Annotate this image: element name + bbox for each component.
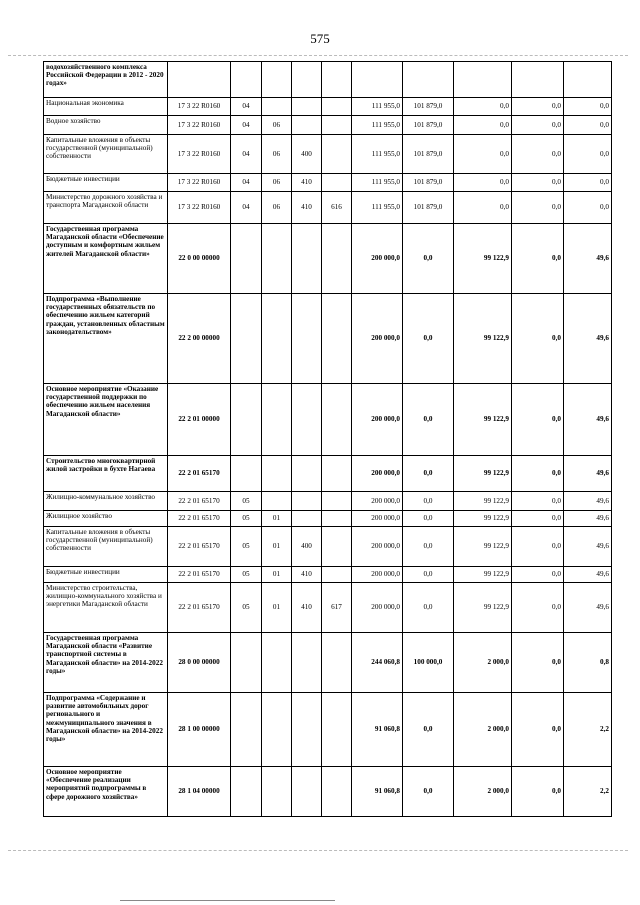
table-row: [44, 174, 612, 192]
cell-percent: 49,6: [564, 583, 612, 633]
cell-administrator: [322, 174, 352, 192]
cell-subsection: 01: [262, 511, 292, 527]
cell-executed: 99 122,9: [454, 583, 512, 633]
cell-federal: 100 000,0: [403, 633, 454, 693]
cell-administrator: [322, 767, 352, 817]
cell-federal: 101 879,0: [403, 116, 454, 135]
cell-code: 28 0 00 00000: [168, 633, 231, 693]
cell-section: 04: [231, 135, 262, 174]
budget-table: [43, 61, 612, 817]
cell-executed-federal: 0,0: [512, 633, 564, 693]
cell-administrator: [322, 693, 352, 767]
cell-executed-federal: 0,0: [512, 492, 564, 511]
cell-percent: [564, 62, 612, 98]
cell-federal: 0,0: [403, 511, 454, 527]
cell-percent: 0,0: [564, 116, 612, 135]
cell-executed-federal: 0,0: [512, 767, 564, 817]
table-row: [44, 456, 612, 492]
cell-code: 22 2 01 65170: [168, 527, 231, 567]
cell-expense-type: 400: [292, 527, 322, 567]
cell-approved: 111 955,0: [352, 135, 403, 174]
table-row: [44, 567, 612, 583]
cell-administrator: [322, 492, 352, 511]
cell-percent: 49,6: [564, 456, 612, 492]
cell-executed: 99 122,9: [454, 224, 512, 294]
cell-section: [231, 633, 262, 693]
cell-subsection: 06: [262, 174, 292, 192]
cell-code: 17 3 22 R0160: [168, 98, 231, 116]
cell-expense-type: 410: [292, 192, 322, 224]
cell-approved: 200 000,0: [352, 294, 403, 384]
cell-name: Основное мероприятие «Обеспечение реализации мероприятий подпрограммы в сфере дорожного хозяйства»: [44, 767, 168, 817]
cell-federal: 0,0: [403, 527, 454, 567]
top-divider: [8, 55, 628, 56]
cell-approved: [352, 62, 403, 98]
cell-expense-type: [292, 224, 322, 294]
table-row: [44, 384, 612, 456]
cell-percent: 0,8: [564, 633, 612, 693]
cell-executed-federal: 0,0: [512, 583, 564, 633]
cell-name: Капитальные вложения в объекты государственной (муниципальной) собственности: [44, 527, 168, 567]
cell-section: [231, 693, 262, 767]
cell-executed: 0,0: [454, 98, 512, 116]
table-row: [44, 116, 612, 135]
cell-code: 22 2 01 65170: [168, 511, 231, 527]
cell-expense-type: [292, 633, 322, 693]
cell-executed-federal: 0,0: [512, 174, 564, 192]
cell-approved: 200 000,0: [352, 224, 403, 294]
cell-subsection: [262, 633, 292, 693]
cell-section: 04: [231, 116, 262, 135]
table-row: [44, 98, 612, 116]
cell-administrator: [322, 567, 352, 583]
cell-name: Государственная программа Магаданской области «Развитие транспортной системы в Магаданской области» на 2014-2022 годы»: [44, 633, 168, 693]
cell-federal: 0,0: [403, 693, 454, 767]
cell-approved: 244 060,8: [352, 633, 403, 693]
cell-code: 22 2 01 65170: [168, 567, 231, 583]
cell-subsection: 01: [262, 583, 292, 633]
cell-approved: 111 955,0: [352, 116, 403, 135]
cell-section: 05: [231, 527, 262, 567]
cell-federal: 101 879,0: [403, 135, 454, 174]
cell-code: 17 3 22 R0160: [168, 174, 231, 192]
cell-executed: 2 000,0: [454, 767, 512, 817]
cell-percent: 49,6: [564, 527, 612, 567]
cell-code: 28 1 04 00000: [168, 767, 231, 817]
cell-section: 04: [231, 192, 262, 224]
cell-administrator: [322, 384, 352, 456]
cell-percent: 49,6: [564, 224, 612, 294]
cell-federal: 101 879,0: [403, 192, 454, 224]
cell-approved: 200 000,0: [352, 511, 403, 527]
cell-administrator: [322, 62, 352, 98]
cell-subsection: 06: [262, 116, 292, 135]
cell-executed-federal: 0,0: [512, 384, 564, 456]
cell-percent: 2,2: [564, 693, 612, 767]
cell-percent: 49,6: [564, 511, 612, 527]
table-row: [44, 224, 612, 294]
table-row: [44, 767, 612, 817]
cell-administrator: 616: [322, 192, 352, 224]
cell-section: 04: [231, 174, 262, 192]
cell-administrator: [322, 456, 352, 492]
cell-administrator: [322, 511, 352, 527]
page-number: 575: [310, 31, 330, 46]
cell-subsection: [262, 98, 292, 116]
cell-code: 17 3 22 R0160: [168, 116, 231, 135]
cell-executed: 0,0: [454, 116, 512, 135]
table-row: [44, 583, 612, 633]
cell-expense-type: [292, 693, 322, 767]
cell-name: Водное хозяйство: [44, 116, 168, 135]
cell-approved: 200 000,0: [352, 492, 403, 511]
cell-administrator: [322, 116, 352, 135]
cell-approved: 200 000,0: [352, 567, 403, 583]
cell-executed-federal: 0,0: [512, 135, 564, 174]
cell-name: Капитальные вложения в объекты государственной (муниципальной) собственности: [44, 135, 168, 174]
cell-section: 05: [231, 567, 262, 583]
table-row: [44, 135, 612, 174]
cell-name: Бюджетные инвестиции: [44, 567, 168, 583]
cell-percent: 0,0: [564, 135, 612, 174]
cell-name: Основное мероприятие «Оказание государственной поддержки по обеспечению жильем населения Магаданской области»: [44, 384, 168, 456]
cell-federal: 0,0: [403, 294, 454, 384]
cell-federal: 101 879,0: [403, 174, 454, 192]
cell-approved: 200 000,0: [352, 583, 403, 633]
cell-federal: [403, 62, 454, 98]
cell-expense-type: [292, 384, 322, 456]
cell-administrator: [322, 135, 352, 174]
cell-percent: 0,0: [564, 174, 612, 192]
cell-percent: 0,0: [564, 98, 612, 116]
cell-approved: 91 060,8: [352, 693, 403, 767]
cell-subsection: 06: [262, 135, 292, 174]
cell-subsection: 06: [262, 192, 292, 224]
cell-section: 05: [231, 492, 262, 511]
cell-code: 22 2 00 00000: [168, 294, 231, 384]
cell-subsection: [262, 693, 292, 767]
cell-federal: 0,0: [403, 567, 454, 583]
cell-executed: 2 000,0: [454, 633, 512, 693]
cell-name: Министерство строительства, жилищно-коммунального хозяйства и энергетики Магаданской области: [44, 583, 168, 633]
cell-executed-federal: [512, 62, 564, 98]
cell-section: [231, 384, 262, 456]
cell-name: Жилищное хозяйство: [44, 511, 168, 527]
cell-approved: 91 060,8: [352, 767, 403, 817]
cell-code: 28 1 00 00000: [168, 693, 231, 767]
cell-executed: [454, 62, 512, 98]
cell-code: 22 2 01 65170: [168, 492, 231, 511]
cell-name: Бюджетные инвестиции: [44, 174, 168, 192]
cell-federal: 0,0: [403, 384, 454, 456]
cell-federal: 0,0: [403, 583, 454, 633]
cell-subsection: [262, 62, 292, 98]
cell-name: Жилищно-коммунальное хозяйство: [44, 492, 168, 511]
cell-executed: 99 122,9: [454, 384, 512, 456]
cell-percent: 0,0: [564, 192, 612, 224]
cell-administrator: [322, 98, 352, 116]
cell-executed-federal: 0,0: [512, 527, 564, 567]
cell-executed: 99 122,9: [454, 456, 512, 492]
cell-approved: 200 000,0: [352, 456, 403, 492]
cell-name: водохозяйственного комплекса Российской Федерации в 2012 - 2020 годах»: [44, 62, 168, 98]
cell-expense-type: 410: [292, 583, 322, 633]
cell-federal: 0,0: [403, 767, 454, 817]
cell-subsection: 01: [262, 527, 292, 567]
cell-subsection: 01: [262, 567, 292, 583]
cell-code: 22 2 01 65170: [168, 583, 231, 633]
cell-name: Подпрограмма «Выполнение государственных обязательств по обеспечению жильем категорий граждан, установленных областным законодательством»: [44, 294, 168, 384]
table-row: [44, 511, 612, 527]
cell-name: Строительство многоквартирной жилой застройки в бухте Нагаева: [44, 456, 168, 492]
cell-name: Министерство дорожного хозяйства и транспорта Магаданской области: [44, 192, 168, 224]
cell-executed-federal: 0,0: [512, 456, 564, 492]
cell-section: [231, 456, 262, 492]
cell-administrator: [322, 224, 352, 294]
cell-approved: 200 000,0: [352, 384, 403, 456]
budget-table-body: [44, 62, 612, 817]
cell-executed: 99 122,9: [454, 294, 512, 384]
bottom-divider: [8, 850, 628, 851]
cell-administrator: [322, 633, 352, 693]
cell-percent: 49,6: [564, 294, 612, 384]
table-row: [44, 294, 612, 384]
cell-approved: 111 955,0: [352, 98, 403, 116]
cell-expense-type: 410: [292, 174, 322, 192]
cell-administrator: [322, 527, 352, 567]
cell-percent: 2,2: [564, 767, 612, 817]
table-row: [44, 192, 612, 224]
cell-section: [231, 767, 262, 817]
cell-percent: 49,6: [564, 567, 612, 583]
cell-approved: 200 000,0: [352, 527, 403, 567]
cell-executed-federal: 0,0: [512, 98, 564, 116]
cell-executed: 99 122,9: [454, 492, 512, 511]
cell-approved: 111 955,0: [352, 192, 403, 224]
cell-executed: 99 122,9: [454, 567, 512, 583]
cell-expense-type: [292, 98, 322, 116]
cell-expense-type: 410: [292, 567, 322, 583]
cell-expense-type: [292, 116, 322, 135]
cell-code: 22 0 00 00000: [168, 224, 231, 294]
cell-section: [231, 62, 262, 98]
cell-expense-type: [292, 767, 322, 817]
cell-section: 04: [231, 98, 262, 116]
cell-section: 05: [231, 583, 262, 633]
cell-executed-federal: 0,0: [512, 693, 564, 767]
cell-name: Подпрограмма «Содержание и развитие автомобильных дорог регионального и межмуниципального значения в Магаданской области» на 2014-2022 годы»: [44, 693, 168, 767]
cell-code: 17 3 22 R0160: [168, 135, 231, 174]
cell-federal: 101 879,0: [403, 98, 454, 116]
cell-executed-federal: 0,0: [512, 511, 564, 527]
cell-executed-federal: 0,0: [512, 192, 564, 224]
cell-executed: 0,0: [454, 192, 512, 224]
cell-approved: 111 955,0: [352, 174, 403, 192]
cell-expense-type: [292, 294, 322, 384]
cell-executed-federal: 0,0: [512, 294, 564, 384]
cell-code: 22 2 01 00000: [168, 384, 231, 456]
cell-subsection: [262, 492, 292, 511]
cell-federal: 0,0: [403, 224, 454, 294]
table-row: [44, 492, 612, 511]
table-row: [44, 633, 612, 693]
cell-subsection: [262, 456, 292, 492]
cell-expense-type: [292, 456, 322, 492]
cell-subsection: [262, 294, 292, 384]
cell-code: [168, 62, 231, 98]
cell-executed: 99 122,9: [454, 511, 512, 527]
cell-federal: 0,0: [403, 456, 454, 492]
cell-expense-type: [292, 492, 322, 511]
cell-administrator: [322, 294, 352, 384]
cell-executed: 2 000,0: [454, 693, 512, 767]
footer-line: [120, 900, 335, 901]
table-row: [44, 693, 612, 767]
cell-code: 17 3 22 R0160: [168, 192, 231, 224]
cell-executed-federal: 0,0: [512, 224, 564, 294]
table-row: [44, 62, 612, 98]
cell-expense-type: 400: [292, 135, 322, 174]
table-row: [44, 527, 612, 567]
cell-percent: 49,6: [564, 492, 612, 511]
cell-name: Государственная программа Магаданской области «Обеспечение доступным и комфортным жильем жителей Магаданской области»: [44, 224, 168, 294]
cell-administrator: 617: [322, 583, 352, 633]
cell-name: Национальная экономика: [44, 98, 168, 116]
cell-subsection: [262, 767, 292, 817]
cell-percent: 49,6: [564, 384, 612, 456]
cell-expense-type: [292, 511, 322, 527]
cell-expense-type: [292, 62, 322, 98]
cell-section: [231, 224, 262, 294]
cell-executed-federal: 0,0: [512, 116, 564, 135]
cell-executed: 99 122,9: [454, 527, 512, 567]
cell-executed-federal: 0,0: [512, 567, 564, 583]
cell-federal: 0,0: [403, 492, 454, 511]
cell-code: 22 2 01 65170: [168, 456, 231, 492]
cell-executed: 0,0: [454, 174, 512, 192]
cell-subsection: [262, 384, 292, 456]
cell-subsection: [262, 224, 292, 294]
cell-section: [231, 294, 262, 384]
cell-executed: 0,0: [454, 135, 512, 174]
cell-section: 05: [231, 511, 262, 527]
